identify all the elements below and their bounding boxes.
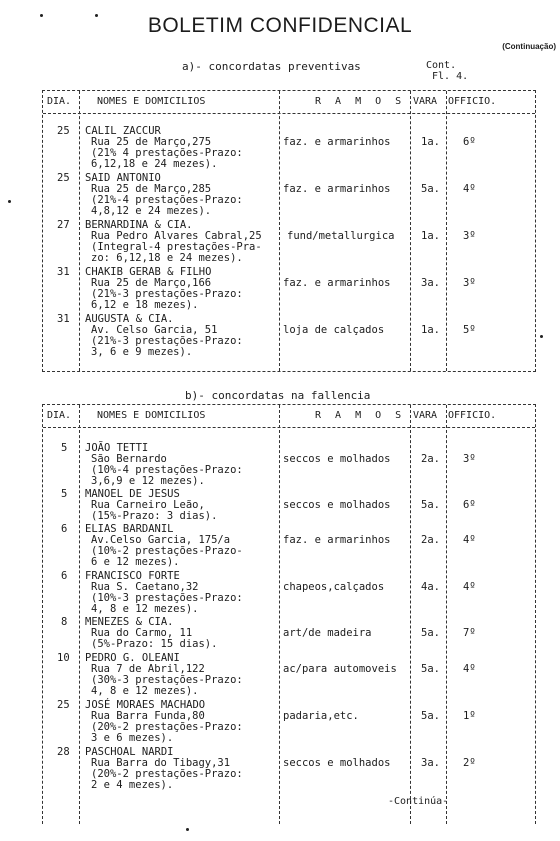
row-terms: (21% 4 prestações-Prazo: xyxy=(91,147,243,159)
row-ramo: art/de madeira xyxy=(283,627,372,639)
row-officio: 6º xyxy=(463,499,476,511)
row-day: 25 xyxy=(57,125,70,137)
row-address: Rua 25 de Março,166 xyxy=(91,277,212,289)
row-terms: (21%-3 prestações-Prazo: xyxy=(91,288,243,300)
col-dia: DIA. xyxy=(47,96,72,107)
row-terms: (20%-2 prestações-Prazo: xyxy=(91,721,243,733)
row-terms-cont: zo: 6,12,18 e 24 mezes). xyxy=(91,252,243,264)
row-address: Rua Pedro Alvares Cabral,25 xyxy=(91,230,262,242)
row-terms: (20%-2 prestações-Prazo: xyxy=(91,768,243,780)
scan-speck xyxy=(8,200,11,203)
row-vara: 4a. xyxy=(421,581,440,593)
row-terms: (10%-4 prestações-Prazo: xyxy=(91,464,243,476)
row-terms: (10%-3 prestações-Prazo: xyxy=(91,592,243,604)
column-divider xyxy=(279,91,280,371)
row-ramo: seccos e molhados xyxy=(283,499,391,511)
row-vara: 3a. xyxy=(421,757,440,769)
continuation-note: (Continuação) xyxy=(502,42,556,51)
row-officio: 6º xyxy=(463,136,476,148)
row-address: Rua Barra do Tibagy,31 xyxy=(91,757,231,769)
row-day: 31 xyxy=(57,313,70,325)
col-dia: DIA. xyxy=(47,410,72,421)
row-ramo: faz. e armarinhos xyxy=(283,183,391,195)
row-terms: (5%-Prazo: 15 dias). xyxy=(91,638,218,650)
table-header xyxy=(43,405,535,428)
col-officio: OFFICIO. xyxy=(448,410,497,421)
table-header xyxy=(43,91,535,114)
row-terms-cont: 6,12,18 e 24 mezes). xyxy=(91,158,218,170)
row-name: CHAKIB GERAB & FILHO xyxy=(85,266,212,278)
column-divider xyxy=(446,91,447,371)
row-officio: 1º xyxy=(463,710,476,722)
row-officio: 7º xyxy=(463,627,476,639)
row-name: JOÃO TETTI xyxy=(85,442,149,454)
row-address: Rua Barra Funda,80 xyxy=(91,710,205,722)
column-divider xyxy=(410,91,411,371)
row-address: Rua 7 de Abril,122 xyxy=(91,663,205,675)
row-name: ELIAS BARDANIL xyxy=(85,523,174,535)
row-terms-cont: 4, 8 e 12 mezes). xyxy=(91,603,199,615)
row-address: Av.Celso Garcia, 175/a xyxy=(91,534,231,546)
row-officio: 4º xyxy=(463,534,476,546)
section-b-heading: b)- concordatas na fallencia xyxy=(185,389,371,402)
row-terms-cont: 2 e 4 mezes). xyxy=(91,779,174,791)
scan-speck xyxy=(540,335,543,338)
row-day: 10 xyxy=(57,652,70,664)
col-ramos: R A M O S xyxy=(315,96,406,107)
row-day: 25 xyxy=(57,172,70,184)
col-vara: VARA xyxy=(413,410,438,421)
row-terms: (10%-2 prestações-Prazo- xyxy=(91,545,243,557)
row-vara: 5a. xyxy=(421,710,440,722)
row-officio: 5º xyxy=(463,324,476,336)
row-terms-cont: 4,8,12 e 24 mezes). xyxy=(91,205,212,217)
row-address: Rua 25 de Março,285 xyxy=(91,183,212,195)
row-vara: 2a. xyxy=(421,453,440,465)
scan-speck xyxy=(186,828,189,831)
column-divider xyxy=(79,405,80,824)
row-day: 6 xyxy=(61,523,68,535)
column-divider xyxy=(446,405,447,824)
row-officio: 4º xyxy=(463,581,476,593)
row-ramo: faz. e armarinhos xyxy=(283,277,391,289)
column-divider xyxy=(279,405,280,824)
row-address: Rua 25 de Março,275 xyxy=(91,136,212,148)
continues-note: -Continúa- xyxy=(388,796,449,807)
row-day: 5 xyxy=(61,488,68,500)
row-name: MANOEL DE JESUS xyxy=(85,488,180,500)
scan-speck xyxy=(95,14,98,17)
row-vara: 5a. xyxy=(421,627,440,639)
row-officio: 3º xyxy=(463,277,476,289)
col-officio: OFFICIO. xyxy=(448,96,497,107)
row-ramo: padaria,etc. xyxy=(283,710,359,722)
row-day: 6 xyxy=(61,570,68,582)
row-terms: (30%-3 prestações-Prazo: xyxy=(91,674,243,686)
section-a-heading: a)- concordatas preventivas xyxy=(182,60,361,73)
row-vara: 1a. xyxy=(421,230,440,242)
document-title: BOLETIM CONFIDENCIAL xyxy=(147,14,413,37)
row-officio: 3º xyxy=(463,230,476,242)
col-nomes: NOMES E DOMICILIOS xyxy=(97,410,206,421)
column-divider xyxy=(79,91,80,371)
row-ramo: chapeos,calçados xyxy=(283,581,385,593)
table-fallencia xyxy=(42,404,536,824)
row-terms: (21%-4 prestações-Prazo: xyxy=(91,194,243,206)
row-ramo: seccos e molhados xyxy=(283,453,391,465)
row-day: 28 xyxy=(57,746,70,758)
row-terms-cont: 4, 8 e 12 mezes). xyxy=(91,685,199,697)
row-vara: 5a. xyxy=(421,663,440,675)
row-day: 5 xyxy=(61,442,68,454)
row-address: Rua S. Caetano,32 xyxy=(91,581,199,593)
row-officio: 4º xyxy=(463,183,476,195)
row-day: 25 xyxy=(57,699,70,711)
row-officio: 4º xyxy=(463,663,476,675)
col-nomes: NOMES E DOMICILIOS xyxy=(97,96,206,107)
row-vara: 1a. xyxy=(421,324,440,336)
row-vara: 2a. xyxy=(421,534,440,546)
row-day: 8 xyxy=(61,616,68,628)
table-preventivas xyxy=(42,90,536,372)
row-ramo: fund/metallurgica xyxy=(287,230,395,242)
row-address: Av. Celso Garcia, 51 xyxy=(91,324,218,336)
row-name: PASCHOAL NARDI xyxy=(85,746,174,758)
row-terms-cont: 6 e 12 mezes). xyxy=(91,556,180,568)
row-ramo: seccos e molhados xyxy=(283,757,391,769)
row-terms: (21%-3 prestações-Prazo: xyxy=(91,335,243,347)
row-name: SAID ANTONIO xyxy=(85,172,161,184)
row-vara: 5a. xyxy=(421,183,440,195)
row-name: JOSÉ MORAES MACHADO xyxy=(85,699,206,711)
row-ramo: ac/para automoveis xyxy=(283,663,397,675)
row-name: FRANCISCO FORTE xyxy=(85,570,180,582)
row-day: 27 xyxy=(57,219,70,231)
scan-speck xyxy=(40,14,43,17)
row-name: PEDRO G. OLEANI xyxy=(85,652,180,664)
row-terms: (15%-Prazo: 3 dias). xyxy=(91,510,218,522)
row-vara: 3a. xyxy=(421,277,440,289)
row-officio: 2º xyxy=(463,757,476,769)
col-ramos: R A M O S xyxy=(315,410,406,421)
row-vara: 5a. xyxy=(421,499,440,511)
row-name: AUGUSTA & CIA. xyxy=(85,313,174,325)
row-name: MENEZES & CIA. xyxy=(85,616,174,628)
row-terms-cont: 6,12 e 18 mezes). xyxy=(91,299,199,311)
row-terms: (Integral-4 prestações-Pra- xyxy=(91,241,262,253)
sheet-reference: Cont. Fl. 4. xyxy=(426,60,469,82)
row-ramo: faz. e armarinhos xyxy=(283,136,391,148)
row-officio: 3º xyxy=(463,453,476,465)
row-ramo: faz. e armarinhos xyxy=(283,534,391,546)
row-address: Rua do Carmo, 11 xyxy=(91,627,193,639)
row-vara: 1a. xyxy=(421,136,440,148)
row-day: 31 xyxy=(57,266,70,278)
col-vara: VARA xyxy=(413,96,438,107)
row-address: Rua Carneiro Leão, xyxy=(91,499,205,511)
column-divider xyxy=(410,405,411,824)
row-terms-cont: 3,6,9 e 12 mezes). xyxy=(91,475,205,487)
row-address: São Bernardo xyxy=(91,453,167,465)
row-name: CALIL ZACCUR xyxy=(85,125,161,137)
row-ramo: loja de calçados xyxy=(283,324,385,336)
row-terms-cont: 3 e 6 mezes). xyxy=(91,732,174,744)
row-terms-cont: 3, 6 e 9 mezes). xyxy=(91,346,193,358)
row-name: BERNARDINA & CIA. xyxy=(85,219,193,231)
